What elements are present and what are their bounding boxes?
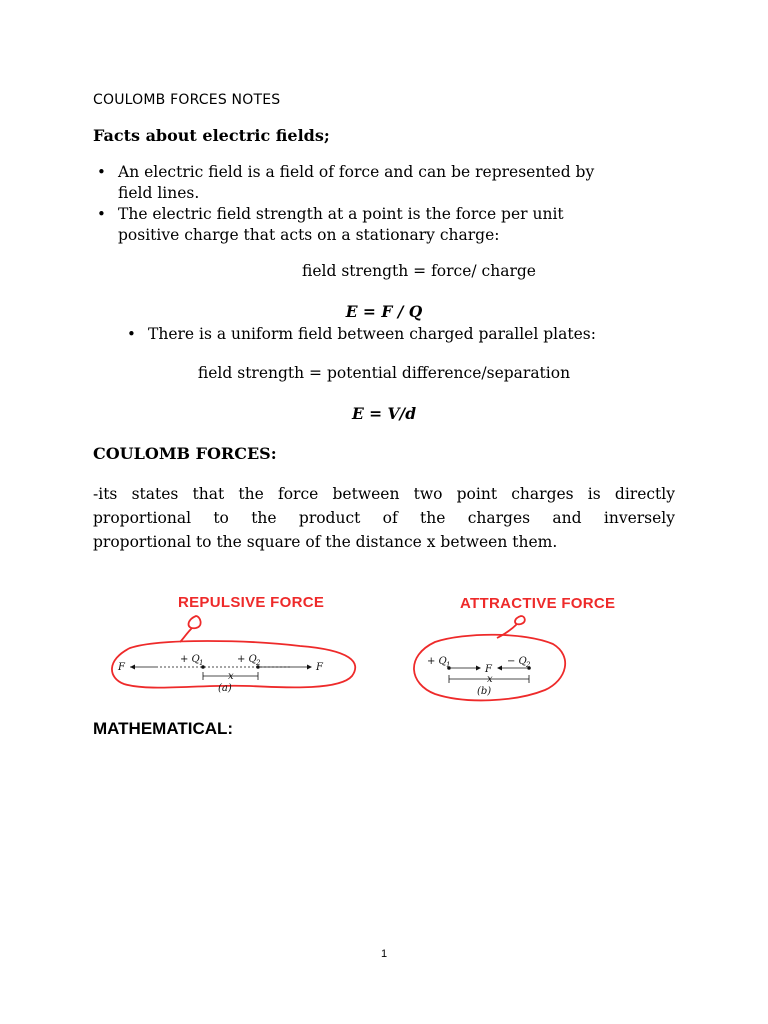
repulsive-diagram (100, 610, 370, 710)
attractive-diagram (405, 612, 575, 708)
para-line-1: -its states that the force between two point charges is directly (93, 485, 675, 503)
charge-label-q2-sub: 2 (526, 661, 531, 669)
bullet1-line1: An electric field is a field of force and can be represented by (118, 163, 595, 181)
bullet3-text: There is a uniform field between charged parallel plates: (148, 325, 596, 343)
distance-label: x (487, 674, 493, 685)
facts-heading: Facts about electric fields; (93, 126, 330, 145)
bullet-icon: • (97, 163, 106, 181)
facts-list-2 (127, 324, 708, 345)
bullet-item (127, 324, 708, 345)
force-label: F (485, 664, 492, 675)
bullet2-line1: The electric field strength at a point is the force per unit (118, 205, 564, 223)
annotation-pointer (180, 616, 201, 642)
charge-label-q1-sub: 1 (199, 659, 204, 667)
repulsive-force-label: REPULSIVE FORCE (178, 594, 325, 611)
coulomb-heading: COULOMB FORCES: (93, 444, 277, 463)
page-title: COULOMB FORCES NOTES (93, 92, 281, 108)
coulomb-paragraph (93, 482, 675, 554)
page-number: 1 (380, 948, 388, 960)
equation-2-formula: E = V/d (351, 404, 417, 423)
bullet2-line2: positive charge that acts on a stationary charge: (118, 226, 500, 244)
charge-label-q2-sub: 2 (256, 659, 261, 667)
distance-label: x (228, 671, 234, 682)
charge-label-q1: + Q (180, 654, 200, 665)
equation-1-text: field strength = force/ charge (302, 262, 536, 280)
caption-a: (a) (218, 683, 232, 694)
bullet-item (97, 162, 678, 204)
bullet1-line2: field lines. (118, 184, 200, 202)
para-line-2: proportional to the product of the charges and inversely (93, 509, 675, 527)
charge-label-q1-sub: 1 (446, 661, 451, 669)
charge-label-q1: + Q (427, 656, 447, 667)
bullet-item (97, 204, 678, 246)
bullet-icon: • (97, 205, 106, 223)
equation-1-formula: E = F / Q (345, 302, 423, 321)
bullet-icon: • (127, 325, 136, 343)
para-line-3: proportional to the square of the distance x between them. (93, 533, 558, 551)
force-label-left: F (118, 662, 125, 673)
equation-2-text: field strength = potential difference/separation (197, 364, 571, 382)
caption-b: (b) (477, 686, 492, 697)
charge-label-q2: − Q (507, 656, 527, 667)
force-label-right: F (316, 662, 323, 673)
facts-list-1 (97, 162, 678, 246)
attractive-force-label: ATTRACTIVE FORCE (460, 595, 616, 612)
mathematical-heading: MATHEMATICAL: (93, 719, 234, 738)
charge-label-q2: + Q (237, 654, 257, 665)
